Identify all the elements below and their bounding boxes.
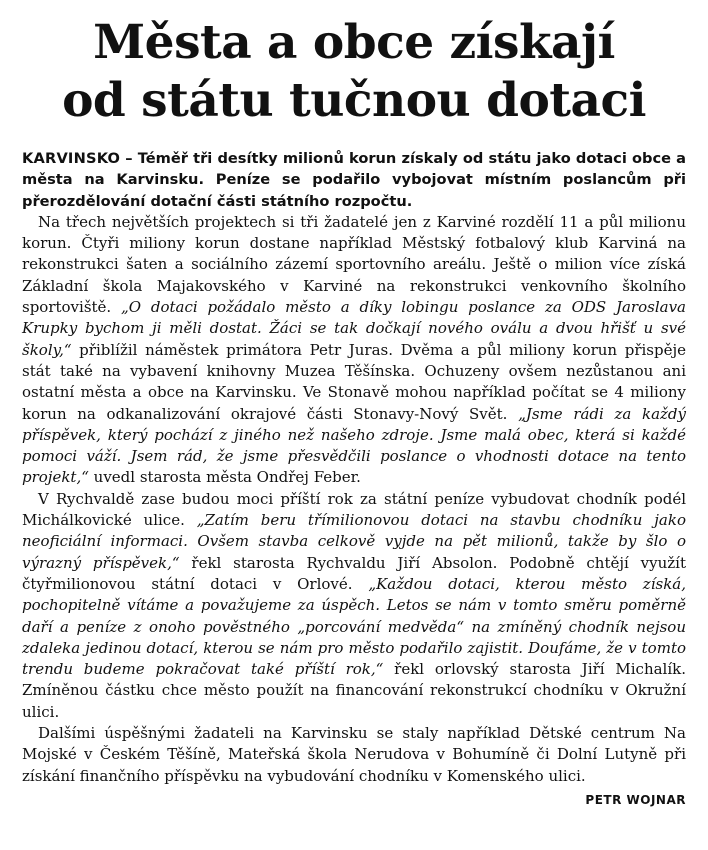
paragraph-1-text-1: Na třech největších projektech si tři žadatelé jen z Karviné rozdělí 11 a půl milionu korun. Čtyři miliony korun dostane například Městský fotbalový klub Karviná na rekonstrukci šaten a sociálního zázemí sportovního areálu. Ještě o milion více získá Základní škola Majakovského v Karviné na rekonstrukci venkovního školního sportoviště. bbox=[22, 212, 686, 317]
headline-line-1: Města a obce získají bbox=[93, 15, 615, 70]
paragraph-2-quote-2: „Každou dotaci, kterou město získá, pochopitelně vítáme a považujeme za úspěch. Letos se nám v tomto směru poměrně daří a peníze z onoho pověstného „porcování medvěda“ na zmíněný chodník nejsou zdaleka jedinou dotací, kterou se nám pro město podařilo zajistit. Doufáme, že v tomto trendu budeme pokračovat také příští rok,“ bbox=[22, 574, 687, 679]
paragraph-1-text-3: uvedl starosta města Ondřej Feber. bbox=[88, 468, 361, 487]
paragraph-2-quote-1: „Zatím beru třímilionovou dotaci na stavbu chodníku jako neoficiální informaci. Ovšem stavba celkově vyjde na pět milionů, takže by šlo o výrazný příspěvek,“ bbox=[22, 511, 686, 572]
lead-paragraph bbox=[22, 148, 686, 212]
paragraph-2-text-1: V Rychvaldě zase budou moci příští rok za státní peníze vybudovat chodník podél Michálkovické ulice. bbox=[22, 489, 686, 530]
paragraph-1 bbox=[22, 212, 686, 489]
dateline: KARVINSKO bbox=[22, 150, 121, 167]
paragraph-1-quote-1: „O dotaci požádalo město a díky lobingu poslance za ODS Jaroslava Krupky bychom ji měli dostat. Žáci se tak dočkají nového oválu a dvou hřišť u své školy,“ bbox=[22, 298, 686, 359]
paragraph-1-quote-2: „Jsme rádi za každý příspěvek, který pochází z jiného než našeho zdroje. Jsme malá obec, která si každé pomoci váží. Jsem rád, že jsme přesvědčili poslance o vhodnosti dotace na tento projekt,“ bbox=[22, 404, 686, 487]
headline-line-2: od státu tučnou dotaci bbox=[62, 73, 646, 128]
paragraph-1-text-2: přiblížil náměstek primátora Petr Juras. Dvěma a půl miliony korun přispěje stát také na vybavení knihovny Muzea Těšínska. Ochuzeny ovšem nezůstanou ani ostatní města a obce na Karvinsku. Ve Stonavě mohou například počítat se 4 miliony korun na odkanalizování okrajové části Stonavy-Nový Svět. bbox=[22, 340, 686, 423]
paragraph-3-text-1: Dalšími úspěšnými žadateli na Karvinsku se staly například Dětské centrum Na Mojské v Českém Těšíně, Mateřská škola Nerudova v Bohumíně či Dolní Lutyně při získání finančního příspěvku na vybudování chodníku v Komenského ulici. bbox=[22, 724, 686, 785]
headline bbox=[0, 0, 708, 130]
dateline-separator: – bbox=[120, 150, 138, 167]
byline: PETR WOJNAR bbox=[585, 792, 686, 807]
paragraph-2-text-2: řekl starosta Rychvaldu Jiří Absolon. Podobně chtějí využít čtyřmilionovou státní dotaci v Orlové. bbox=[22, 553, 686, 593]
paragraph-2 bbox=[22, 489, 686, 723]
paragraph-2-text-3: řekl orlovský starosta Jiří Michalík. Zmíněnou částku chce město použít na financování rekonstrukcí chodníku v Okružní ulici. bbox=[22, 660, 686, 721]
paragraph-3 bbox=[22, 723, 686, 807]
lead-text: Téměř tři desítky milionů korun získaly od státu jako dotaci obce a města na Karvinsku. Peníze se podařilo vybojovat místním poslancům při přerozdělování dotační části státního rozpočtu. bbox=[22, 150, 686, 210]
article-body bbox=[22, 148, 686, 811]
